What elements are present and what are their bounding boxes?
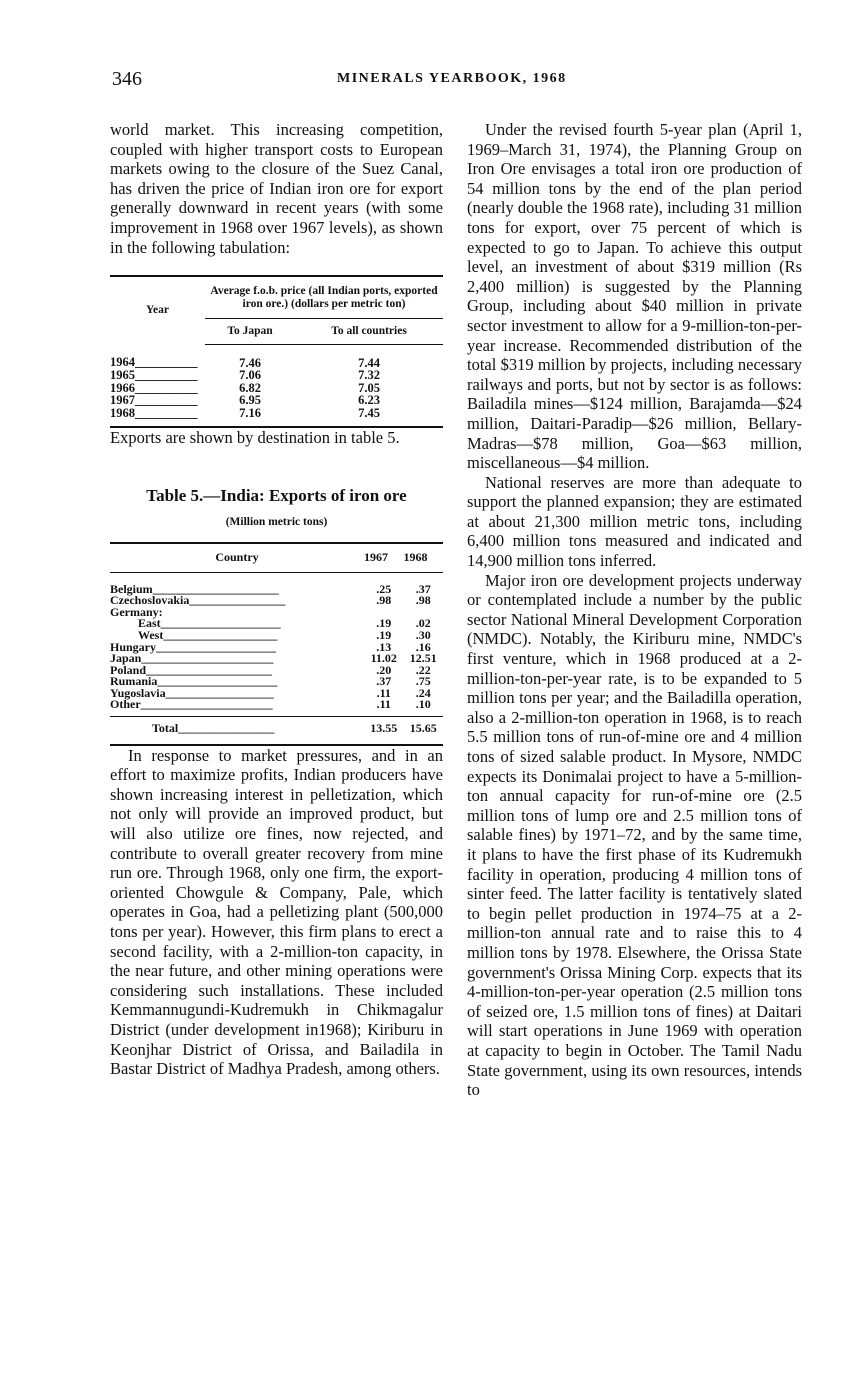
table5-unit: (Million metric tons)	[225, 516, 328, 529]
country-cell: Czechoslovakia________________	[110, 593, 286, 608]
value-1967-cell: .13	[376, 639, 392, 654]
table5-title: Table 5.—India: Exports of iron ore	[146, 485, 407, 505]
country-cell: West___________________	[138, 627, 278, 642]
country-cell: Japan______________________	[110, 651, 274, 666]
price-table-col-all: To all countries	[295, 319, 443, 345]
value-1968-cell: .98	[415, 593, 431, 608]
right-column	[467, 120, 802, 1100]
year-cell: 1968__________	[110, 405, 198, 420]
value-1967-cell: .11	[376, 697, 391, 712]
page-header	[112, 68, 802, 92]
right-paragraph-3: Major iron ore development projects underway or contemplated include a number by the public sector National Mineral Development Corporation (NMDC). Notably, the Kiriburu mine, NMDC's first venture, which in 1968 produced at a 2-million-ton-per-year rate, is to be expanded to 5 million tons per year; and the Bailadilla operation, also a 2-million-ton operation in 1968, is to reach 5.5 million tons of run-of-mine ore and 4 million tons of sized salable product. In Mysore, NMDC expects its Donimalai project to have a 5-million-ton annual capacity for run-of-mine ore (2.5 million tons of lump ore and 2.5 million tons of salable fines) by 1971–72, and by the same time, it plans to have the first phase of its Kudremukh facility in operation, producing 4 million tons of sinter feed. The latter facility is tentatively slated to begin pellet production in 1974–75 at a 2-million-ton annual rate and to raise this to 4 million tons by 1978. Elsewhere, the Orissa State government's Orissa Mining Corp. expects that its 4-million-ton-per-year operation (2.5 million tons of seized ore, 1.5 million tons of fines) at Daitari will start operations in June 1969 with operation at capacity to begin in October. The Tamil Nadu State government, using its own resources, intends to	[467, 570, 802, 1100]
left-column	[110, 120, 443, 1079]
japan-price-cell: 6.95	[239, 393, 261, 408]
value-1967-cell: .37	[376, 674, 392, 689]
country-cell: Yugoslavia__________________	[110, 685, 274, 700]
value-1967-cell: .19	[376, 627, 392, 642]
all-price-cell: 7.05	[358, 380, 380, 395]
all-price-cell: 6.23	[358, 393, 380, 408]
value-1968-cell: .24	[415, 685, 431, 700]
exports-col-1967: 1967	[364, 543, 404, 572]
page-number: 346	[112, 68, 142, 90]
exports-table	[110, 542, 443, 746]
japan-price-cell: 7.46	[239, 355, 261, 370]
all-price-cell: 7.32	[358, 368, 380, 383]
total-row	[110, 717, 443, 745]
country-cell: Hungary____________________	[110, 639, 277, 654]
value-1968-cell: .30	[415, 627, 431, 642]
total-1967-cell: 13.55	[364, 717, 404, 745]
value-1968-cell: .75	[415, 674, 431, 689]
value-1968-cell: .37	[415, 581, 431, 596]
country-cell: Other______________________	[110, 697, 273, 712]
japan-price-cell: 6.82	[239, 380, 261, 395]
japan-price-cell: 7.06	[239, 368, 261, 383]
value-1967-cell: .25	[376, 581, 392, 596]
value-1968-cell: .10	[415, 697, 431, 712]
running-title: MINERALS YEARBOOK, 1968	[337, 71, 567, 86]
country-cell: Germany:	[110, 604, 163, 619]
table-row	[110, 699, 443, 716]
value-1967-cell: .20	[376, 662, 392, 677]
left-paragraph-2: Exports are shown by destination in table 5.	[110, 428, 400, 448]
value-1967-cell: .98	[376, 593, 392, 608]
table-row	[110, 407, 443, 428]
price-table	[110, 275, 443, 428]
value-1967-cell: .19	[376, 616, 392, 631]
japan-price-cell: 7.16	[239, 405, 261, 420]
exports-col-1968: 1968	[404, 543, 444, 572]
year-cell: 1966__________	[110, 380, 198, 395]
all-price-cell: 7.44	[358, 355, 380, 370]
price-table-year-header: Year	[146, 304, 169, 317]
value-1968-cell: 12.51	[409, 651, 437, 666]
value-1967-cell: .11	[376, 685, 391, 700]
table-row	[110, 344, 443, 369]
table-row	[110, 572, 443, 595]
country-cell: Belgium_____________________	[110, 581, 279, 596]
exports-col-country: Country	[110, 543, 364, 572]
value-1968-cell: .02	[415, 616, 431, 631]
value-1967-cell: 11.02	[370, 651, 397, 666]
right-paragraph-2: National reserves are more than adequate to support the planned expansion; they are estimated at about 21,300 million metric tons, including 6,400 million tons measured and indicated and 14,900 million tons inferred.	[467, 472, 802, 571]
value-1968-cell: .16	[415, 639, 431, 654]
price-table-group-header: Average f.o.b. price (all Indian ports, exported iron ore.) (dollars per metric ton)	[205, 276, 443, 319]
country-cell: Poland_____________________	[110, 662, 273, 677]
right-paragraph-1: Under the revised fourth 5-year plan (April 1, 1969–March 31, 1974), the Planning Group on Iron Ore envisages a total iron ore production of 54 million tons by the end of the plan period (nearly double the 1968 rate), including 31 million tons for export, over 75 percent of which is expected to go to Japan. To achieve this output level, an investment of about $319 million (Rs 2,400 million) is suggested by the Planning Group, including about $40 million in private sector investment to allow for a 9-million-ton-per-year increase. Recommended distribution of the total $319 million by projects, including necessary railways and ports, but not by sector is as follows: Bailadila mines—$124 million, Barajamda—$24 million, Daitari-Paradip—$26 million, Bellary-Madras—$78 million, Goa—$63 million, miscellaneous—$4 million.	[467, 120, 802, 473]
total-1968-cell: 15.65	[404, 717, 444, 745]
year-cell: 1967__________	[110, 393, 198, 408]
table-row	[110, 394, 443, 407]
total-label: Total________________	[110, 717, 364, 745]
all-price-cell: 7.45	[358, 405, 380, 420]
value-1968-cell: .22	[415, 662, 431, 677]
year-cell: 1965__________	[110, 368, 198, 383]
left-paragraph-3: In response to market pressures, and in an effort to maximize profits, Indian producers have shown increasing interest in pelletization, which not only will provide an improved product, but will also utilize ore fines, now rejected, and contribute to overall greater recovery from mine run ore. Through 1968, only one firm, the export-oriented Chowgule & Company, Pale, which operates in Goa, had a pelletizing plant (500,000 tons per year). However, this firm plans to erect a second facility, with a 2-million-ton capacity, in the near future, and other mining operations were considering such installations. These included Kemmannugundi-Kudremukh in Chikmagalur District (under development in1968); Kiriburu in Keonjhar District of Orissa, and Bailadila in Bastar District of Madhya Pradesh, among others.	[110, 745, 443, 1079]
year-cell: 1964__________	[110, 355, 198, 370]
country-cell: East____________________	[138, 616, 281, 631]
country-cell: Rumania____________________	[110, 674, 278, 689]
table-row	[110, 369, 443, 382]
left-paragraph-1: world market. This increasing competition, coupled with higher transport costs to European markets owing to the closure of the Suez Canal, has driven the price of Indian iron ore for export generally downward in recent years (with some improvement in 1968 over 1967 levels), as shown in the following tabulation:	[110, 120, 443, 257]
price-table-col-japan: To Japan	[205, 319, 295, 345]
